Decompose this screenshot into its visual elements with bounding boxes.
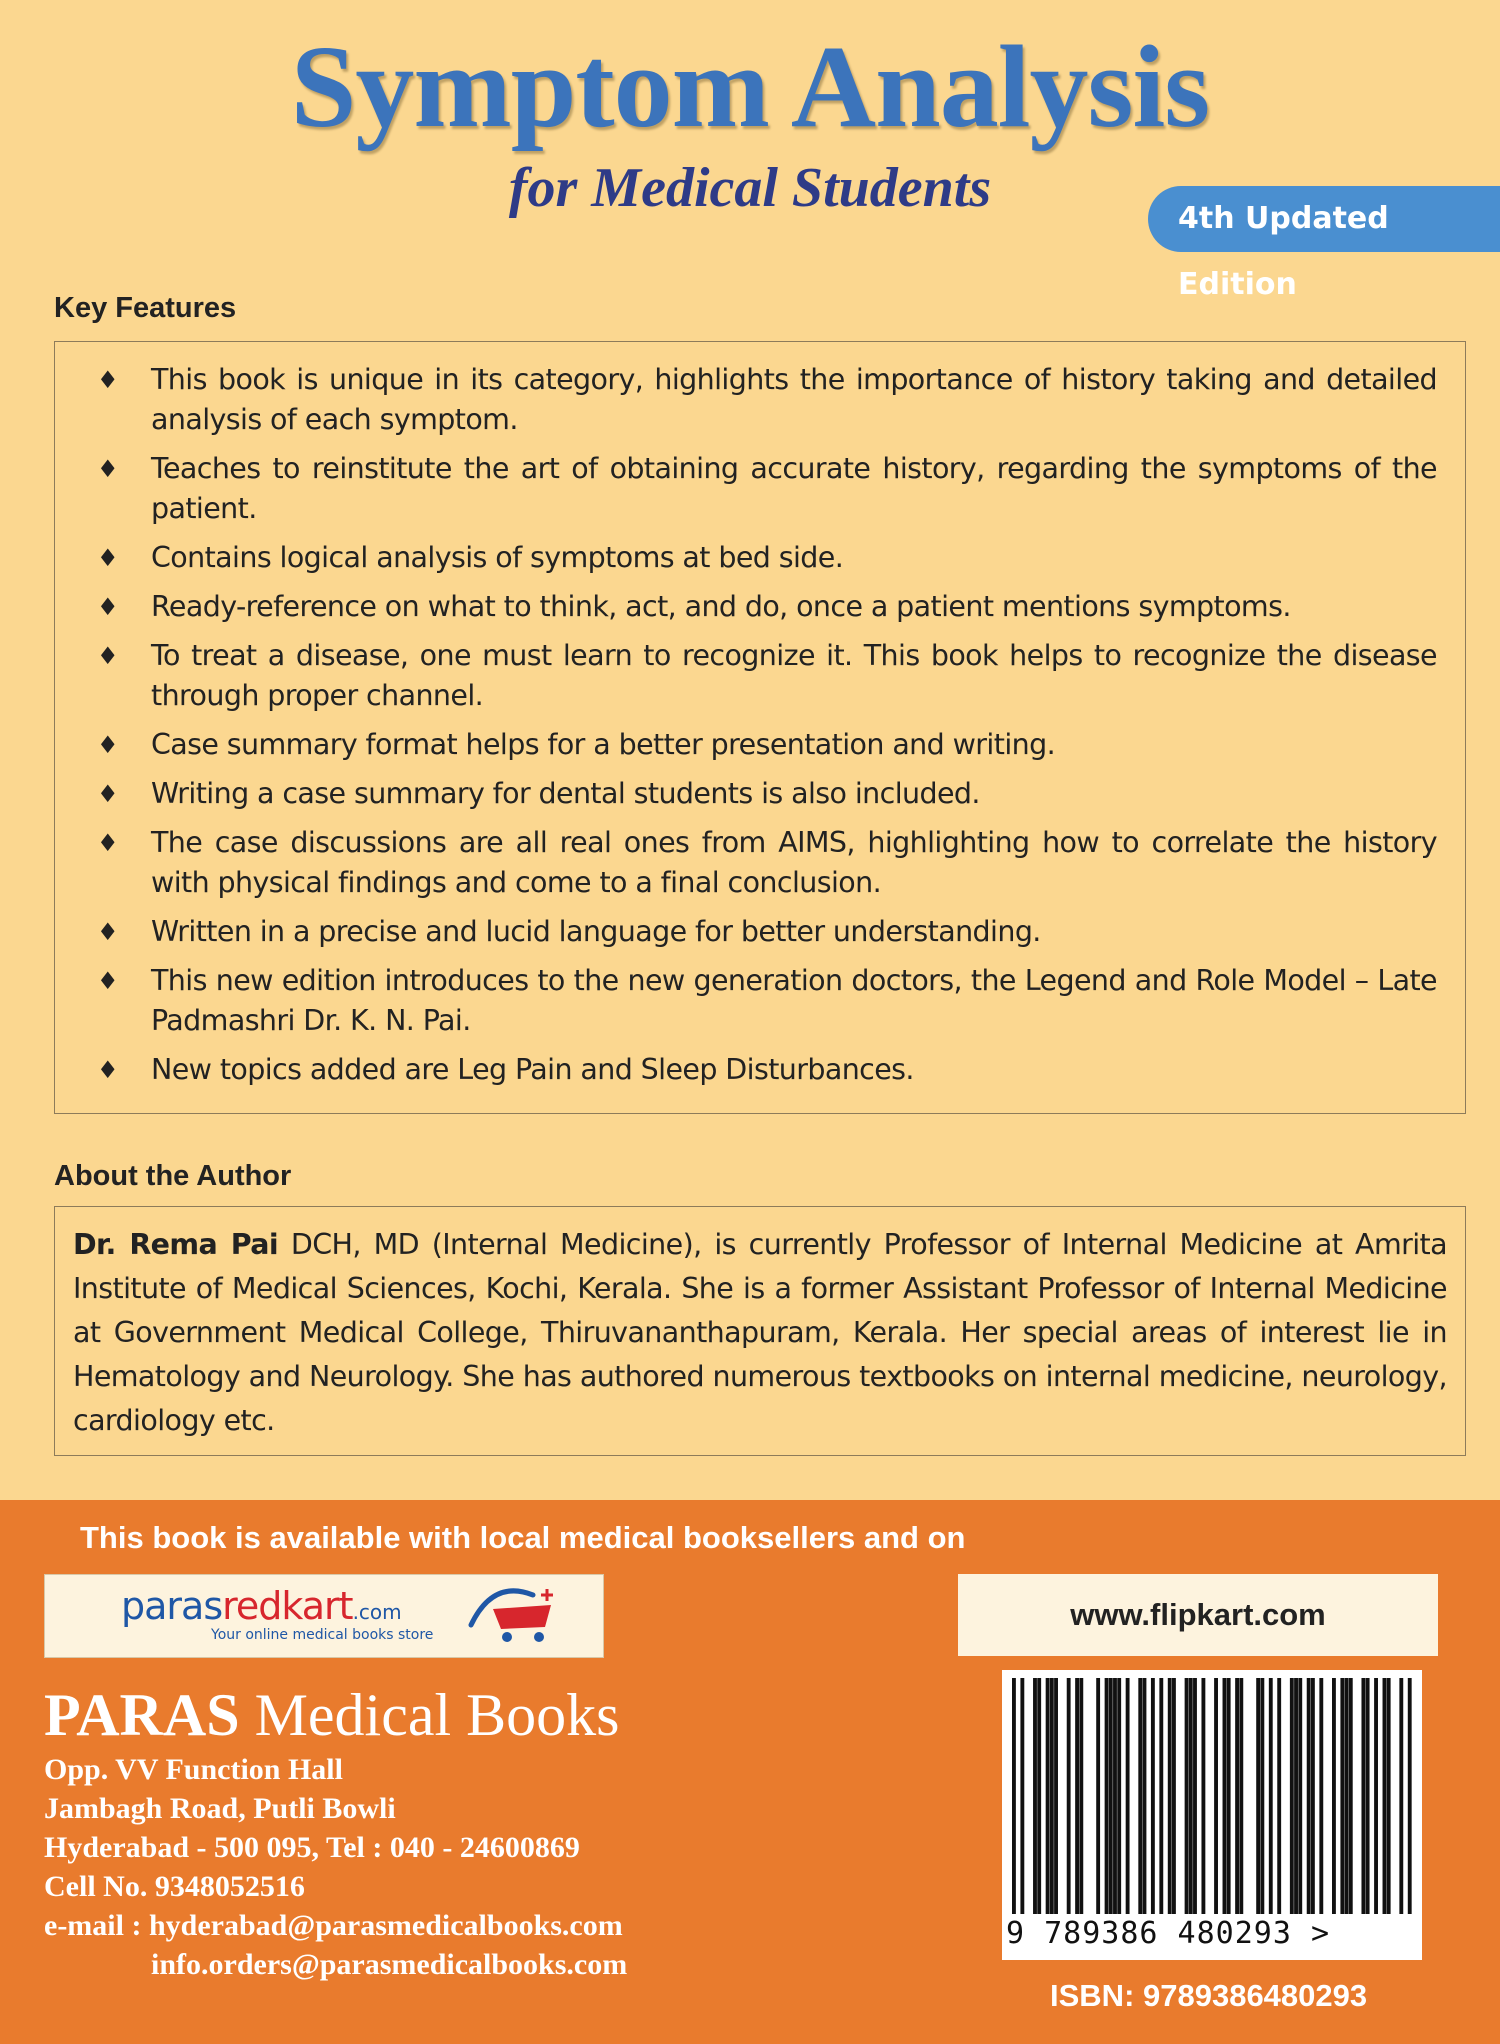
feature-text: Written in a precise and lucid language for better understanding. <box>151 915 1041 948</box>
barcode-bar <box>1054 1678 1058 1914</box>
barcode-bar <box>1075 1678 1079 1914</box>
barcode-bar <box>1193 1678 1197 1914</box>
diamond-bullet-icon: ♦ <box>97 544 118 572</box>
logo-part-com: .com <box>352 1600 402 1624</box>
barcode-bar <box>1012 1678 1016 1914</box>
barcode-bar <box>1260 1678 1264 1914</box>
book-title: Symptom Analysis <box>290 21 1210 152</box>
diamond-bullet-icon: ♦ <box>97 780 118 808</box>
feature-item <box>55 774 1467 814</box>
barcode-bar <box>1079 1678 1083 1914</box>
feature-text: Ready-reference on what to think, act, and do, once a patient mentions symptoms. <box>151 590 1291 623</box>
address-line-email-2: info.orders@parasmedicalbooks.com <box>151 1948 628 1981</box>
barcode-bar <box>1033 1678 1037 1914</box>
diamond-bullet-icon: ♦ <box>97 455 118 483</box>
barcode-bar <box>1294 1678 1298 1914</box>
barcode-bar <box>1298 1678 1302 1914</box>
feature-item <box>55 912 1467 952</box>
feature-item <box>55 538 1467 578</box>
barcode-bar <box>1126 1678 1130 1914</box>
barcode-bar <box>1345 1678 1349 1914</box>
feature-item <box>55 449 1467 529</box>
isbn-label: ISBN: 9789386480293 <box>1050 1978 1368 2013</box>
barcode-bar <box>1269 1678 1273 1914</box>
barcode-bar <box>1117 1678 1121 1914</box>
availability-text: This book is available with local medical booksellers and on <box>80 1520 966 1555</box>
barcode-bar <box>1185 1678 1189 1914</box>
diamond-bullet-icon: ♦ <box>97 967 118 995</box>
logo-part-redkart: redkart <box>222 1584 353 1628</box>
key-features-box <box>54 341 1466 1114</box>
publisher-name-bold: PARAS <box>44 1682 240 1748</box>
feature-item <box>55 636 1467 716</box>
feature-text: This new edition introduces to the new generation doctors, the Legend and Role Model – Late Padmashri Dr. K. N. Pai. <box>151 964 1437 1037</box>
barcode-bar <box>1138 1678 1142 1914</box>
diamond-bullet-icon: ♦ <box>97 918 118 946</box>
barcode-bar <box>1050 1678 1054 1914</box>
barcode-bar <box>1189 1678 1193 1914</box>
barcode-bar <box>1214 1678 1218 1914</box>
feature-item <box>55 1050 1467 1090</box>
barcode-bar <box>1151 1678 1155 1914</box>
diamond-bullet-icon: ♦ <box>97 1056 118 1084</box>
feature-text: Teaches to reinstitute the art of obtaining accurate history, regarding the symptoms of the patient. <box>151 452 1437 525</box>
barcode-bar <box>1096 1678 1100 1914</box>
barcode-bar <box>1113 1678 1117 1914</box>
about-author-text <box>73 1223 1447 1443</box>
barcode-bar <box>1201 1678 1205 1914</box>
address-line: Opp. VV Function Hall <box>44 1753 343 1786</box>
barcode-bar <box>1143 1678 1147 1914</box>
barcode-bar <box>1256 1678 1260 1914</box>
barcode-bar <box>1399 1678 1403 1914</box>
barcode-bar <box>1159 1678 1163 1914</box>
feature-text: Writing a case summary for dental students is also included. <box>151 777 980 810</box>
feature-text: To treat a disease, one must learn to recognize it. This book helps to recognize the disease through proper channel. <box>151 639 1437 712</box>
publisher-name <box>44 1682 620 1748</box>
feature-text: New topics added are Leg Pain and Sleep Disturbances. <box>151 1053 914 1086</box>
diamond-bullet-icon: ♦ <box>97 731 118 759</box>
feature-text: Contains logical analysis of symptoms at bed side. <box>151 541 844 574</box>
parasredkart-tagline: Your online medical books store <box>211 1627 434 1643</box>
barcode-bars <box>1012 1678 1412 1914</box>
barcode-bar <box>1374 1678 1378 1914</box>
logo-part-paras: paras <box>121 1584 223 1628</box>
key-features-list <box>55 360 1467 1099</box>
barcode-bar <box>1109 1678 1113 1914</box>
barcode-bar <box>1037 1678 1041 1914</box>
book-subtitle: for Medical Students <box>508 157 992 219</box>
diamond-bullet-icon: ♦ <box>97 366 118 394</box>
barcode-bar <box>1172 1678 1176 1914</box>
feature-item <box>55 961 1467 1041</box>
parasredkart-logo <box>121 1584 402 1628</box>
feature-item <box>55 360 1467 440</box>
flipkart-url-box: www.flipkart.com <box>958 1574 1438 1656</box>
barcode-bar <box>1311 1678 1315 1914</box>
barcode-bar <box>1020 1678 1024 1914</box>
feature-text: Case summary format helps for a better presentation and writing. <box>151 728 1056 761</box>
barcode-bar <box>1105 1678 1109 1914</box>
feature-text: The case discussions are all real ones from AIMS, highlighting how to correlate the history with physical findings and come to a final conclusion. <box>151 826 1437 899</box>
barcode-bar <box>1239 1678 1243 1914</box>
barcode-bar <box>1227 1678 1231 1914</box>
barcode-bar <box>1332 1678 1336 1914</box>
about-author-box <box>54 1206 1466 1456</box>
diamond-bullet-icon: ♦ <box>97 829 118 857</box>
barcode-bar <box>1387 1678 1391 1914</box>
barcode-bar <box>1290 1678 1294 1914</box>
author-bio: DCH, MD (Internal Medicine), is currently Professor of Internal Medicine at Amrita Institute of Medical Sciences, Kochi, Kerala. She is a former Assistant Professor of Internal Medicine at Government Medical College, Thiruvananthapuram, Kerala. Her special areas of interest lie in Hematology and Neurology. She has authored numerous textbooks on internal medicine, neurology, cardiology etc. <box>73 1228 1447 1437</box>
about-author-heading: About the Author <box>54 1160 292 1192</box>
feature-item <box>55 725 1467 765</box>
barcode-bar <box>1235 1678 1239 1914</box>
address-line: Hyderabad - 500 095, Tel : 040 - 24600869 <box>44 1831 580 1864</box>
parasredkart-logo-box <box>44 1574 604 1658</box>
edition-badge: 4th Updated Edition <box>1148 186 1500 252</box>
barcode-bar <box>1349 1678 1353 1914</box>
address-line: Cell No. 9348052516 <box>44 1870 305 1903</box>
publisher-address <box>44 1750 627 1984</box>
barcode-digits: 9 789386 480293 > <box>1006 1916 1331 1951</box>
barcode-bar <box>1168 1678 1172 1914</box>
barcode-bar <box>1046 1678 1050 1914</box>
address-line: e-mail : hyderabad@parasmedicalbooks.com <box>44 1909 623 1942</box>
feature-item <box>55 823 1467 903</box>
publisher-name-rest: Medical Books <box>239 1682 620 1748</box>
barcode-bar <box>1223 1678 1227 1914</box>
barcode-bar <box>1277 1678 1281 1914</box>
author-name: Dr. Rema Pai <box>73 1228 279 1261</box>
barcode-bar <box>1067 1678 1071 1914</box>
barcode-bar <box>1361 1678 1365 1914</box>
barcode <box>1002 1670 1422 1960</box>
feature-item <box>55 587 1467 627</box>
key-features-heading: Key Features <box>54 292 237 324</box>
shopping-cart-icon <box>463 1585 563 1645</box>
barcode-bar <box>1319 1678 1323 1914</box>
diamond-bullet-icon: ♦ <box>97 642 118 670</box>
barcode-bar <box>1408 1678 1412 1914</box>
barcode-bar <box>1307 1678 1311 1914</box>
diamond-bullet-icon: ♦ <box>97 593 118 621</box>
barcode-bar <box>1366 1678 1370 1914</box>
feature-text: This book is unique in its category, highlights the importance of history taking and detailed analysis of each symptom. <box>151 363 1437 436</box>
address-line: Jambagh Road, Putli Bowli <box>44 1792 396 1825</box>
barcode-bar <box>1383 1678 1387 1914</box>
barcode-bar <box>1340 1678 1344 1914</box>
